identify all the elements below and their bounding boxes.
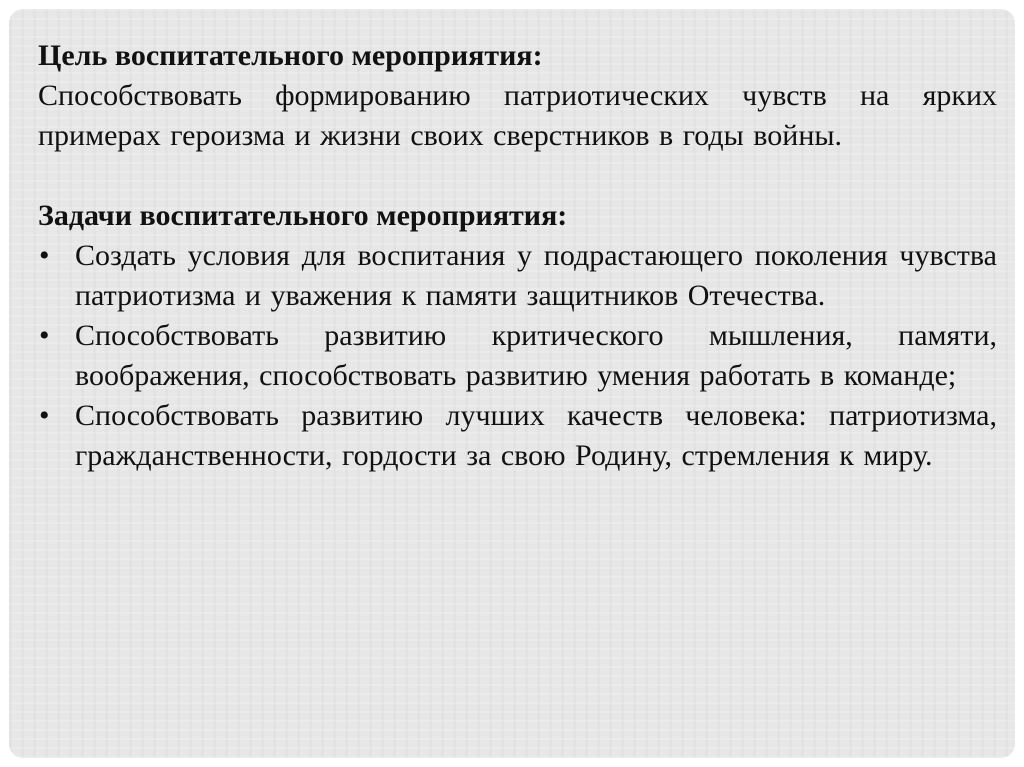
task-item-1-text: Создать условия для воспитания у подрастающего поколения чувства патриотизма и уважения к памяти защитников Отечества. [75, 239, 997, 312]
slide [9, 9, 1015, 758]
tasks-list [38, 236, 997, 476]
task-item-1 [38, 236, 997, 316]
tasks-heading: Задачи воспитательного мероприятия: [38, 199, 568, 232]
task-item-2 [38, 316, 997, 396]
task-item-2-text: Способствовать развитию критического мышления, памяти, воображения, способствовать развитию умения работать в команде; [75, 319, 997, 392]
slide-content [38, 36, 997, 476]
goal-heading: Цель воспитательного мероприятия: [38, 39, 543, 72]
task-item-3-text: Способствовать развитию лучших качеств человека: патриотизма, гражданственности, гордости за свою Родину, стремления к миру. [75, 399, 997, 472]
task-item-3 [38, 396, 997, 476]
bullet-icon: • [39, 399, 50, 432]
bullet-icon: • [39, 239, 50, 272]
section-spacer [38, 156, 997, 196]
goal-text: Способствовать формированию патриотических чувств на ярких примерах героизма и жизни своих сверстников в годы войны. [38, 79, 997, 152]
bullet-icon: • [39, 319, 50, 352]
